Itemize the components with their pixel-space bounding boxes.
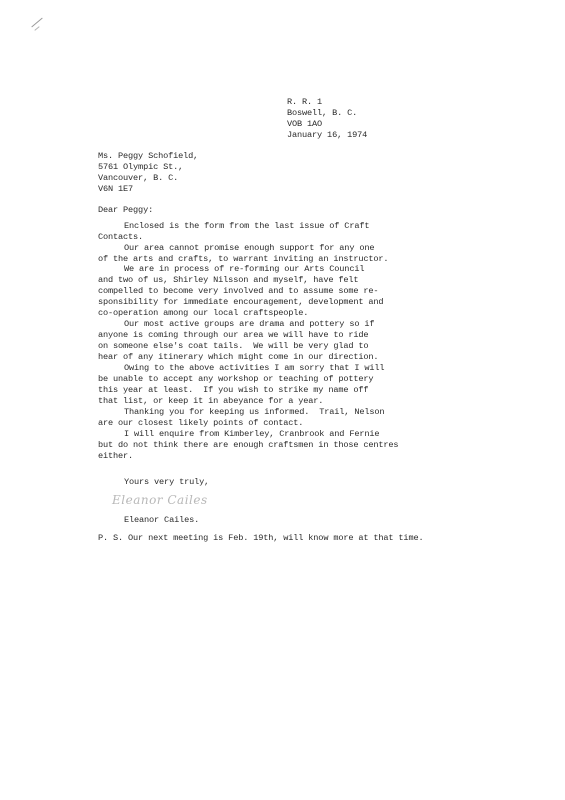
body-line: I will enquire from Kimberley, Cranbrook and Fernie bbox=[124, 429, 380, 439]
closing: Yours very truly, bbox=[124, 477, 210, 487]
recipient-line: 5761 Olympic St., bbox=[98, 162, 184, 172]
letter-date: January 16, 1974 bbox=[287, 130, 368, 140]
salutation: Dear Peggy: bbox=[98, 205, 154, 215]
body-line: sponsibility for immediate encouragement, development and bbox=[98, 297, 384, 307]
body-line: and two of us, Shirley Nilsson and myself, have felt bbox=[98, 275, 359, 285]
body-line: We are in process of re-forming our Arts Council bbox=[124, 264, 365, 274]
body-line: on someone else's coat tails. We will be very glad to bbox=[98, 341, 369, 351]
body-line: anyone is coming through our area we will have to ride bbox=[98, 330, 369, 340]
body-line: co-operation among our local craftspeople. bbox=[98, 308, 309, 318]
signer-name: Eleanor Cailes. bbox=[124, 515, 200, 525]
recipient-line: Ms. Peggy Schofield, bbox=[98, 151, 199, 161]
body-line: Enclosed is the form from the last issue of Craft bbox=[124, 221, 370, 231]
handwritten-signature: Eleanor Cailes bbox=[112, 493, 208, 507]
recipient-line: Vancouver, B. C. bbox=[98, 173, 179, 183]
body-line: either. bbox=[98, 451, 134, 461]
sender-address-line: Boswell, B. C. bbox=[287, 108, 358, 118]
body-line: compelled to become very involved and to assume some re- bbox=[98, 286, 379, 296]
recipient-line: V6N 1E7 bbox=[98, 184, 134, 194]
body-line: be unable to accept any workshop or teaching of pottery bbox=[98, 374, 374, 384]
body-line: this year at least. If you wish to strike my name off bbox=[98, 385, 369, 395]
body-line: Contacts. bbox=[98, 232, 144, 242]
body-line: Thanking you for keeping us informed. Trail, Nelson bbox=[124, 407, 385, 417]
sender-address-line: R. R. 1 bbox=[287, 97, 323, 107]
body-line: hear of any itinerary which might come in our direction. bbox=[98, 352, 379, 362]
body-line: but do not think there are enough craftsmen in those centres bbox=[98, 440, 399, 450]
body-line: that list, or keep it in abeyance for a year. bbox=[98, 396, 324, 406]
sender-address-line: VOB 1AO bbox=[287, 119, 323, 129]
body-line: Our most active groups are drama and pottery so if bbox=[124, 319, 375, 329]
body-line: Owing to the above activities I am sorry that I will bbox=[124, 363, 385, 373]
postscript: P. S. Our next meeting is Feb. 19th, will know more at that time. bbox=[98, 533, 424, 543]
body-line: Our area cannot promise enough support for any one bbox=[124, 243, 375, 253]
paper-fold-mark-2 bbox=[34, 26, 39, 31]
body-line: of the arts and crafts, to warrant inviting an instructor. bbox=[98, 254, 389, 264]
body-line: are our closest likely points of contact. bbox=[98, 418, 304, 428]
paper-fold-mark bbox=[31, 18, 42, 28]
